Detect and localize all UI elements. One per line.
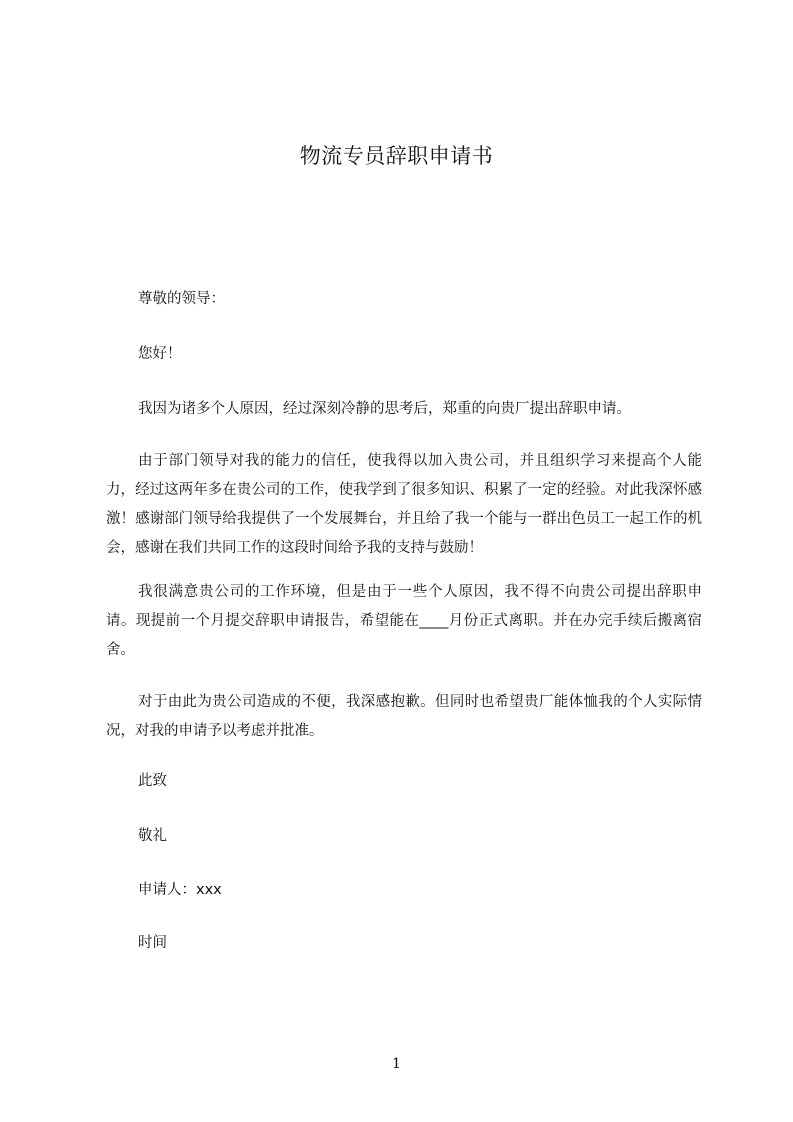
paragraph-intro: 我因为诸多个人原因，经过深刻冷静的思考后，郑重的向贵厂提出辞职申请。 — [138, 401, 631, 417]
paragraph-apology: 对于由此为贵公司造成的不便，我深感抱歉。但同时也希望贵厂能体恤我的个人实际情况，对我的申请予以考虑并批准。 — [106, 694, 702, 739]
page-number: 1 — [392, 1056, 401, 1072]
paragraph-reason: 我很满意贵公司的工作环境，但是由于一些个人原因，我不得不向贵公司提出辞职申请。现提前一个月提交辞职申请报告，希望能在____月份正式离职。并在办完手续后搬离宿舍。 — [106, 584, 702, 658]
greeting: 您好！ — [138, 346, 182, 362]
applicant-line: 申请人：xxx — [138, 882, 222, 898]
salutation: 尊敬的领导： — [138, 291, 225, 307]
paragraph-gratitude: 由于部门领导对我的能力的信任，使我得以加入贵公司，并且组织学习来提高个人能力，经过这两年多在贵公司的工作，使我学到了很多知识、积累了一定的经验。对此我深怀感激！感谢部门领导给我提供了一个发展舞台，并且给了我一个能与一群出色员工一起工作的机会，感谢在我们共同工作的这段时间给予我的支持与鼓励！ — [106, 453, 702, 556]
date-line: 时间 — [138, 935, 167, 951]
closing-jing-li: 敬礼 — [138, 828, 167, 844]
document-title: 物流专员辞职申请书 — [299, 144, 494, 168]
closing-ci-zhi: 此致 — [138, 773, 167, 789]
